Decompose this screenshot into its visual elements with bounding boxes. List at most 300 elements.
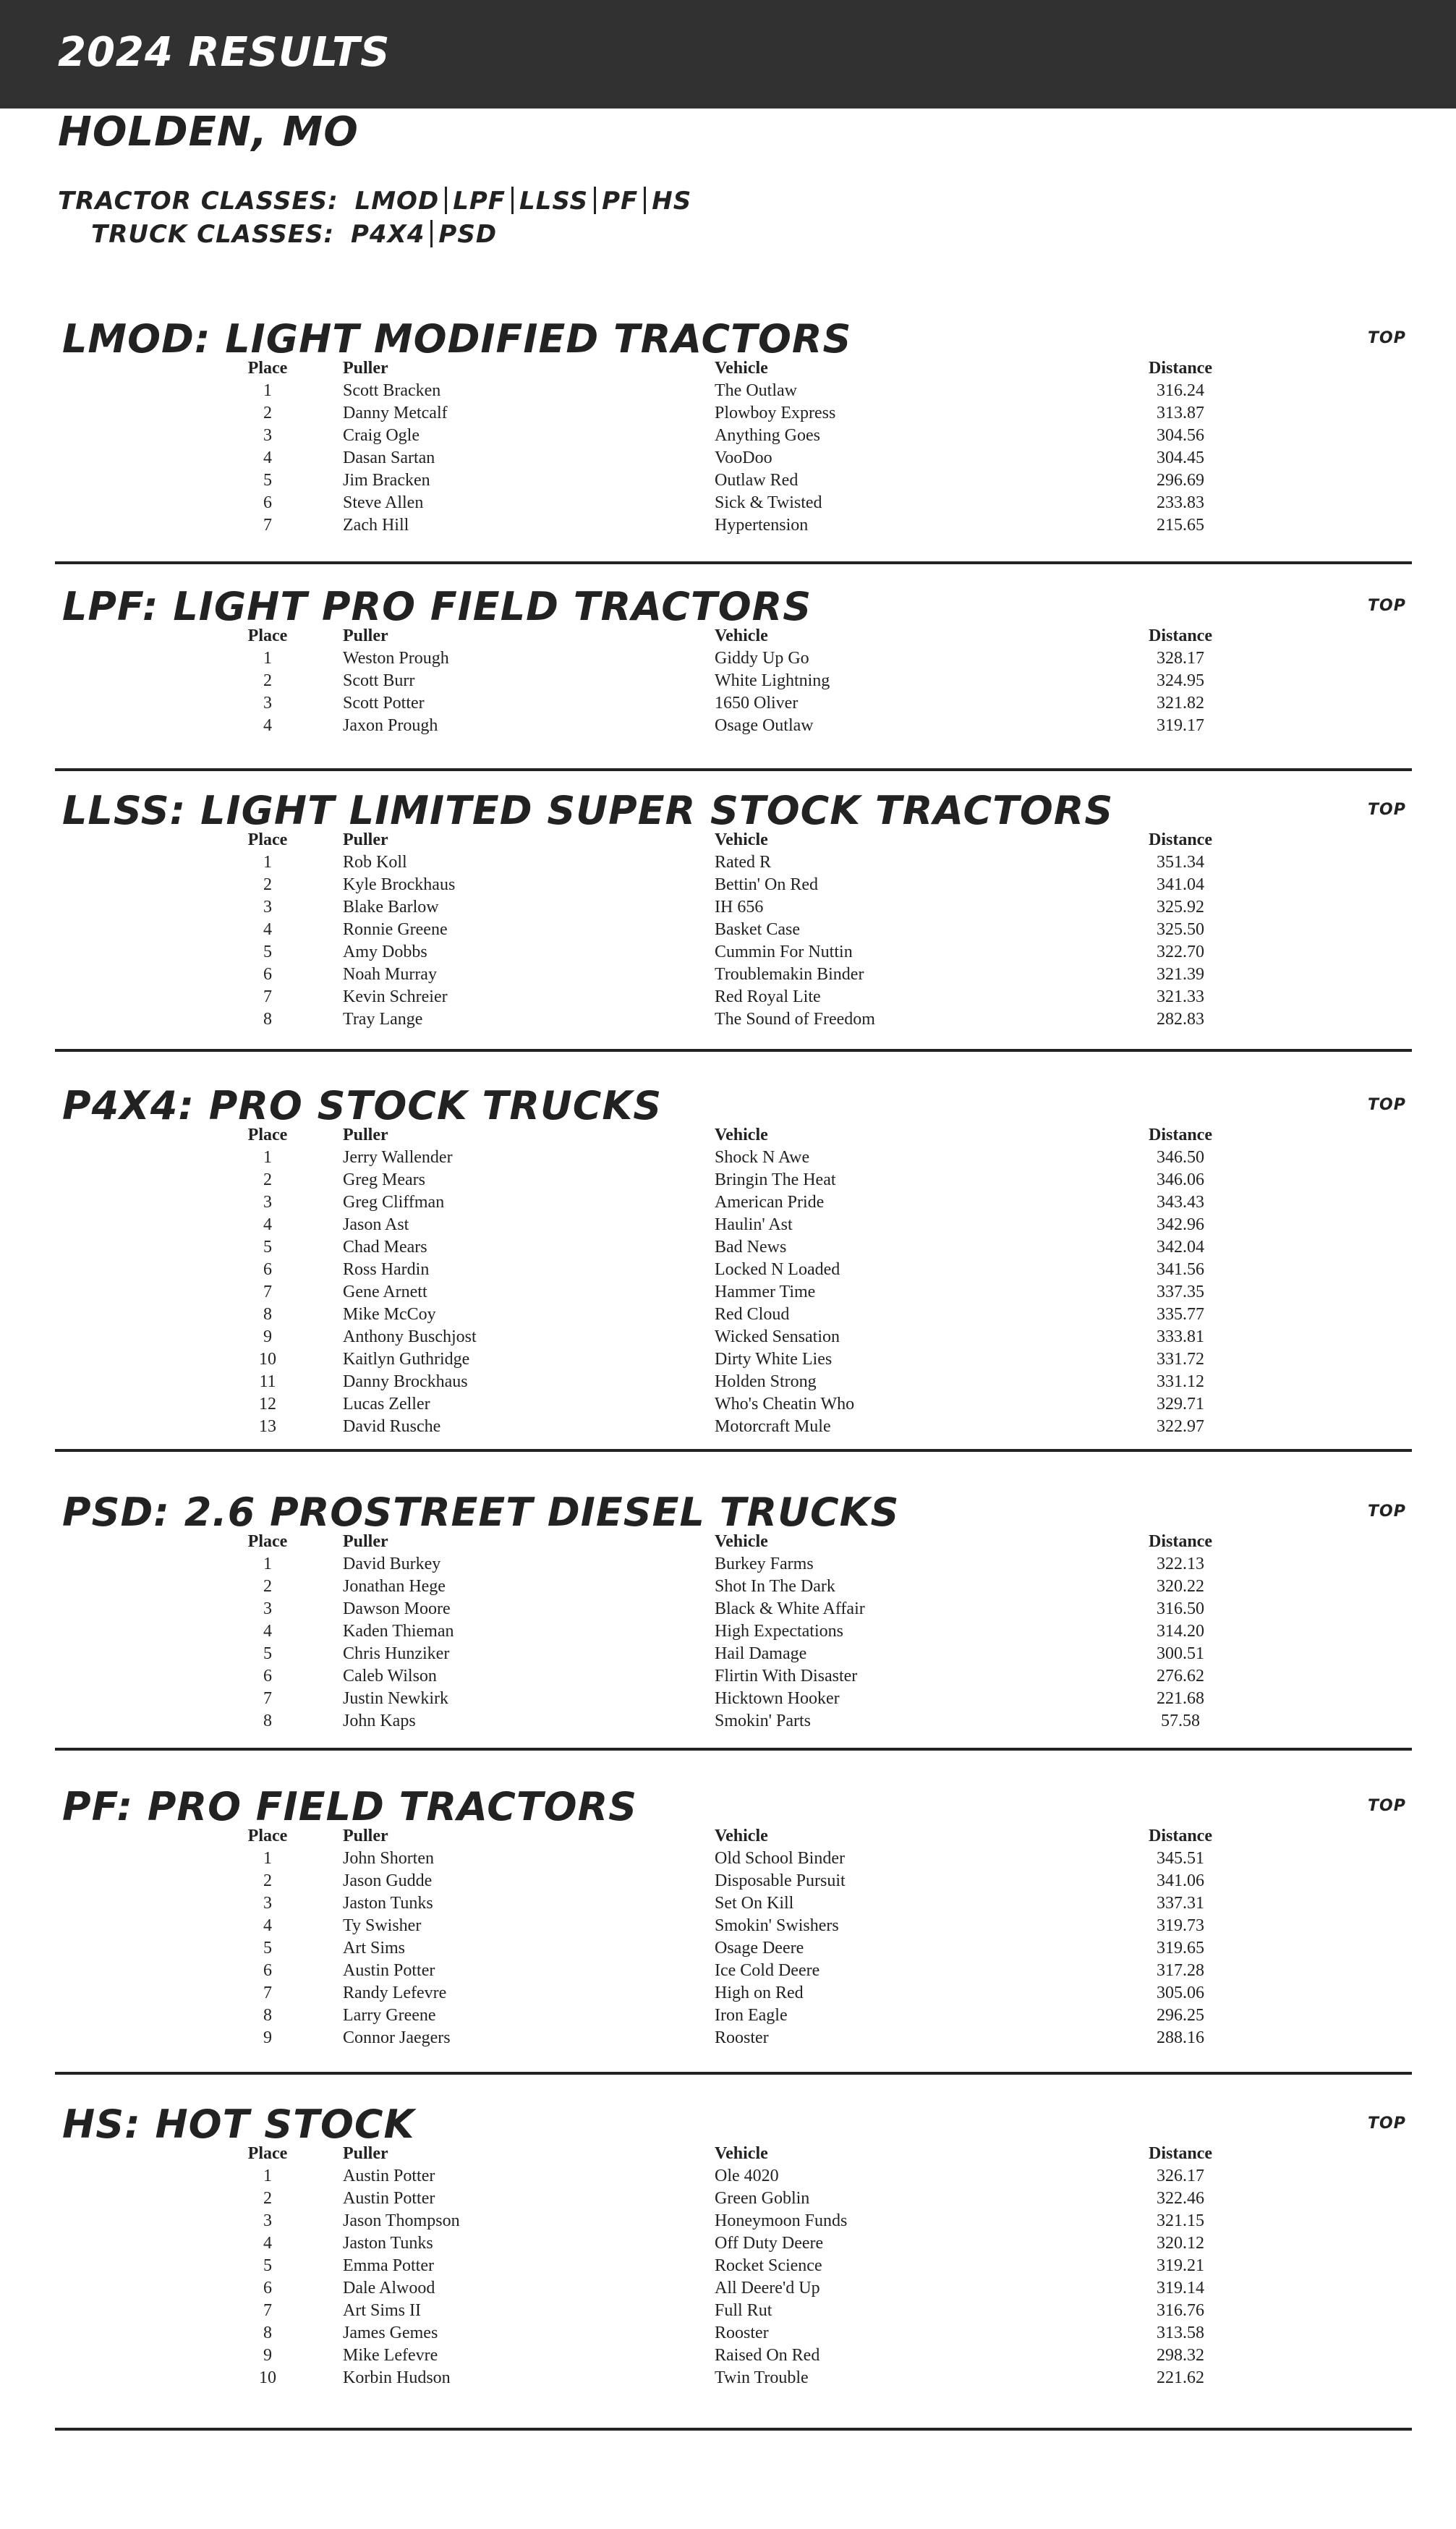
place-cell: 2 <box>263 1170 272 1189</box>
truck-classes-line <box>91 218 497 250</box>
table-row <box>0 2345 1456 2367</box>
table-row <box>0 1576 1456 1598</box>
vehicle-cell: Rated R <box>715 853 771 872</box>
column-header-puller: Puller <box>343 2144 388 2163</box>
distance-cell: 351.34 <box>1157 853 1204 872</box>
distance-cell: 322.13 <box>1157 1555 1204 1573</box>
section-divider <box>55 2072 1412 2075</box>
table-row <box>0 1008 1456 1031</box>
puller-cell: Kyle Brockhaus <box>343 875 456 894</box>
distance-cell: 346.06 <box>1157 1170 1204 1189</box>
table-row <box>0 1915 1456 1937</box>
column-header-puller: Puller <box>343 1827 388 1845</box>
vehicle-cell: Ole 4020 <box>715 2167 779 2185</box>
puller-cell: Kaitlyn Guthridge <box>343 1350 470 1369</box>
section-title: LPF: LIGHT PRO FIELD TRACTORS <box>62 584 812 629</box>
column-header-distance: Distance <box>1149 1827 1212 1845</box>
place-cell: 6 <box>263 1961 272 1980</box>
distance-cell: 342.04 <box>1157 1238 1204 1257</box>
puller-cell: Jason Ast <box>343 1215 409 1234</box>
puller-cell: Jerry Wallender <box>343 1148 453 1167</box>
vehicle-cell: Iron Eagle <box>715 2006 788 2025</box>
column-header-distance: Distance <box>1149 359 1212 378</box>
distance-cell: 304.56 <box>1157 426 1204 445</box>
class-separator <box>644 187 646 214</box>
place-cell: 6 <box>263 1667 272 1686</box>
table-row <box>0 425 1456 447</box>
tractor-class-link[interactable]: LPF <box>453 187 506 216</box>
table-row <box>0 2277 1456 2300</box>
puller-cell: Mike Lefevre <box>343 2346 438 2365</box>
table-header-row <box>0 2143 1456 2165</box>
table-header-row <box>0 625 1456 647</box>
vehicle-cell: Cummin For Nuttin <box>715 943 853 961</box>
table-row <box>0 2232 1456 2255</box>
puller-cell: Scott Burr <box>343 671 415 690</box>
vehicle-cell: Haulin' Ast <box>715 1215 793 1234</box>
tractor-class-link[interactable]: HS <box>652 187 692 216</box>
distance-cell: 341.56 <box>1157 1260 1204 1279</box>
table-row <box>0 692 1456 715</box>
distance-cell: 319.65 <box>1157 1939 1204 1958</box>
place-cell: 2 <box>263 1577 272 1596</box>
place-cell: 3 <box>263 2211 272 2230</box>
table-row <box>0 1665 1456 1688</box>
vehicle-cell: Osage Deere <box>715 1939 804 1958</box>
puller-cell: Kevin Schreier <box>343 987 448 1006</box>
table-row <box>0 2255 1456 2277</box>
distance-cell: 316.24 <box>1157 381 1204 400</box>
table-row <box>0 492 1456 514</box>
distance-cell: 328.17 <box>1157 649 1204 668</box>
back-to-top-link[interactable]: TOP <box>1368 597 1406 615</box>
distance-cell: 321.39 <box>1157 965 1204 984</box>
column-header-vehicle: Vehicle <box>715 1126 768 1144</box>
puller-cell: Art Sims <box>343 1939 406 1958</box>
section-divider <box>55 768 1412 771</box>
truck-classes-list <box>351 220 497 249</box>
puller-cell: Jonathan Hege <box>343 1577 446 1596</box>
truck-class-link[interactable]: PSD <box>438 220 498 249</box>
place-cell: 2 <box>263 404 272 422</box>
section-title: PF: PRO FIELD TRACTORS <box>62 1784 638 1829</box>
table-row <box>0 1259 1456 1281</box>
distance-cell: 215.65 <box>1157 516 1204 535</box>
distance-cell: 319.73 <box>1157 1916 1204 1935</box>
vehicle-cell: Ice Cold Deere <box>715 1961 820 1980</box>
distance-cell: 296.25 <box>1157 2006 1204 2025</box>
truck-classes-label: TRUCK CLASSES: <box>91 220 335 249</box>
puller-cell: Randy Lefevre <box>343 1984 447 2002</box>
column-header-puller: Puller <box>343 359 388 378</box>
section-title: LLSS: LIGHT LIMITED SUPER STOCK TRACTORS <box>62 788 1114 833</box>
distance-cell: 329.71 <box>1157 1395 1204 1414</box>
vehicle-cell: Disposable Pursuit <box>715 1871 846 1890</box>
column-header-place: Place <box>247 626 288 645</box>
vehicle-cell: Flirtin With Disaster <box>715 1667 858 1686</box>
puller-cell: Dawson Moore <box>343 1599 451 1618</box>
table-row <box>0 1214 1456 1236</box>
vehicle-cell: Outlaw Red <box>715 471 799 490</box>
table-row <box>0 1688 1456 1710</box>
vehicle-cell: Full Rut <box>715 2301 772 2320</box>
page-title: 2024 RESULTS <box>58 29 391 76</box>
table-row <box>0 1326 1456 1348</box>
table-row <box>0 2188 1456 2210</box>
place-cell: 10 <box>259 2368 276 2387</box>
vehicle-cell: Hammer Time <box>715 1283 816 1301</box>
section-title: PSD: 2.6 PROSTREET DIESEL TRUCKS <box>62 1489 900 1535</box>
vehicle-cell: American Pride <box>715 1193 825 1212</box>
place-cell: 2 <box>263 1871 272 1890</box>
puller-cell: Caleb Wilson <box>343 1667 437 1686</box>
table-row <box>0 919 1456 941</box>
back-to-top-link[interactable]: TOP <box>1368 2114 1406 2133</box>
distance-cell: 333.81 <box>1157 1327 1204 1346</box>
puller-cell: Rob Koll <box>343 853 407 872</box>
section-title: HS: HOT STOCK <box>62 2101 415 2147</box>
place-cell: 5 <box>263 943 272 961</box>
place-cell: 1 <box>263 649 272 668</box>
table-row <box>0 2027 1456 2049</box>
place-cell: 13 <box>259 1417 276 1436</box>
table-row <box>0 1643 1456 1665</box>
vehicle-cell: Red Cloud <box>715 1305 790 1324</box>
place-cell: 1 <box>263 1849 272 1868</box>
column-header-puller: Puller <box>343 626 388 645</box>
place-cell: 5 <box>263 1238 272 1257</box>
place-cell: 3 <box>263 1193 272 1212</box>
distance-cell: 343.43 <box>1157 1193 1204 1212</box>
vehicle-cell: 1650 Oliver <box>715 694 799 713</box>
table-row <box>0 1960 1456 1982</box>
vehicle-cell: Shot In The Dark <box>715 1577 835 1596</box>
table-row <box>0 964 1456 986</box>
distance-cell: 282.83 <box>1157 1010 1204 1029</box>
table-row <box>0 1281 1456 1304</box>
puller-cell: Chad Mears <box>343 1238 427 1257</box>
vehicle-cell: Hicktown Hooker <box>715 1689 840 1708</box>
vehicle-cell: Locked N Loaded <box>715 1260 840 1279</box>
place-cell: 5 <box>263 1939 272 1958</box>
vehicle-cell: High Expectations <box>715 1622 843 1641</box>
column-header-vehicle: Vehicle <box>715 1532 768 1551</box>
place-cell: 8 <box>263 1305 272 1324</box>
vehicle-cell: White Lightning <box>715 671 830 690</box>
table-row <box>0 1620 1456 1643</box>
vehicle-cell: All Deere'd Up <box>715 2279 820 2298</box>
puller-cell: Larry Greene <box>343 2006 436 2025</box>
column-header-puller: Puller <box>343 830 388 849</box>
puller-cell: Amy Dobbs <box>343 943 427 961</box>
event-location: HOLDEN, MO <box>58 109 359 156</box>
distance-cell: 345.51 <box>1157 1849 1204 1868</box>
vehicle-cell: Smokin' Swishers <box>715 1916 839 1935</box>
vehicle-cell: Burkey Farms <box>715 1555 814 1573</box>
vehicle-cell: Troublemakin Binder <box>715 965 864 984</box>
place-cell: 4 <box>263 1916 272 1935</box>
distance-cell: 221.62 <box>1157 2368 1204 2387</box>
column-header-place: Place <box>247 1532 288 1551</box>
distance-cell: 313.87 <box>1157 404 1204 422</box>
results-table <box>0 625 1456 737</box>
table-header-row <box>0 1825 1456 1848</box>
puller-cell: Zach Hill <box>343 516 409 535</box>
puller-cell: Ty Swisher <box>343 1916 422 1935</box>
puller-cell: Weston Prough <box>343 649 449 668</box>
distance-cell: 320.22 <box>1157 1577 1204 1596</box>
back-to-top-link[interactable]: TOP <box>1368 329 1406 347</box>
table-row <box>0 2367 1456 2389</box>
vehicle-cell: Green Goblin <box>715 2189 810 2208</box>
vehicle-cell: The Sound of Freedom <box>715 1010 875 1029</box>
place-cell: 5 <box>263 471 272 490</box>
distance-cell: 316.50 <box>1157 1599 1204 1618</box>
column-header-distance: Distance <box>1149 2144 1212 2163</box>
table-row <box>0 2300 1456 2322</box>
column-header-distance: Distance <box>1149 1126 1212 1144</box>
place-cell: 2 <box>263 2189 272 2208</box>
vehicle-cell: Giddy Up Go <box>715 649 809 668</box>
distance-cell: 335.77 <box>1157 1305 1204 1324</box>
puller-cell: Scott Bracken <box>343 381 441 400</box>
distance-cell: 341.06 <box>1157 1871 1204 1890</box>
place-cell: 4 <box>263 2234 272 2253</box>
place-cell: 3 <box>263 694 272 713</box>
puller-cell: Austin Potter <box>343 2189 435 2208</box>
table-row <box>0 1892 1456 1915</box>
distance-cell: 57.58 <box>1161 1712 1200 1730</box>
puller-cell: Danny Brockhaus <box>343 1372 468 1391</box>
distance-cell: 313.58 <box>1157 2324 1204 2342</box>
puller-cell: Noah Murray <box>343 965 437 984</box>
distance-cell: 331.12 <box>1157 1372 1204 1391</box>
puller-cell: Mike McCoy <box>343 1305 436 1324</box>
place-cell: 7 <box>263 516 272 535</box>
tractor-classes-label: TRACTOR CLASSES: <box>58 187 339 216</box>
distance-cell: 324.95 <box>1157 671 1204 690</box>
vehicle-cell: Dirty White Lies <box>715 1350 833 1369</box>
vehicle-cell: Plowboy Express <box>715 404 836 422</box>
puller-cell: Ronnie Greene <box>343 920 448 939</box>
vehicle-cell: Bad News <box>715 1238 787 1257</box>
distance-cell: 319.17 <box>1157 716 1204 735</box>
distance-cell: 298.32 <box>1157 2346 1204 2365</box>
place-cell: 5 <box>263 1644 272 1663</box>
class-separator <box>445 187 447 214</box>
tractor-class-link[interactable]: PF <box>602 187 639 216</box>
place-cell: 7 <box>263 1689 272 1708</box>
distance-cell: 341.04 <box>1157 875 1204 894</box>
vehicle-cell: Motorcraft Mule <box>715 1417 831 1436</box>
table-row <box>0 1236 1456 1259</box>
puller-cell: Scott Potter <box>343 694 425 713</box>
distance-cell: 305.06 <box>1157 1984 1204 2002</box>
table-row <box>0 2210 1456 2232</box>
section-divider <box>55 561 1412 564</box>
column-header-vehicle: Vehicle <box>715 2144 768 2163</box>
place-cell: 1 <box>263 1148 272 1167</box>
results-table <box>0 1124 1456 1438</box>
distance-cell: 276.62 <box>1157 1667 1204 1686</box>
table-row <box>0 986 1456 1008</box>
column-header-place: Place <box>247 1126 288 1144</box>
puller-cell: Greg Mears <box>343 1170 425 1189</box>
vehicle-cell: Anything Goes <box>715 426 820 445</box>
table-row <box>0 851 1456 874</box>
distance-cell: 319.14 <box>1157 2279 1204 2298</box>
place-cell: 3 <box>263 1894 272 1913</box>
column-header-place: Place <box>247 359 288 378</box>
distance-cell: 325.92 <box>1157 898 1204 917</box>
table-row <box>0 2005 1456 2027</box>
distance-cell: 321.33 <box>1157 987 1204 1006</box>
back-to-top-link[interactable]: TOP <box>1368 1502 1406 1521</box>
table-row <box>0 1393 1456 1416</box>
vehicle-cell: Old School Binder <box>715 1849 845 1868</box>
vehicle-cell: Twin Trouble <box>715 2368 809 2387</box>
place-cell: 6 <box>263 1260 272 1279</box>
column-header-distance: Distance <box>1149 830 1212 849</box>
puller-cell: Connor Jaegers <box>343 2028 451 2047</box>
vehicle-cell: High on Red <box>715 1984 804 2002</box>
column-header-puller: Puller <box>343 1126 388 1144</box>
column-header-vehicle: Vehicle <box>715 359 768 378</box>
column-header-puller: Puller <box>343 1532 388 1551</box>
puller-cell: Craig Ogle <box>343 426 420 445</box>
table-row <box>0 1870 1456 1892</box>
vehicle-cell: Rooster <box>715 2324 769 2342</box>
column-header-vehicle: Vehicle <box>715 626 768 645</box>
table-row <box>0 447 1456 469</box>
table-row <box>0 1416 1456 1438</box>
puller-cell: Dale Alwood <box>343 2279 435 2298</box>
table-row <box>0 874 1456 896</box>
place-cell: 8 <box>263 2006 272 2025</box>
column-header-place: Place <box>247 830 288 849</box>
place-cell: 6 <box>263 2279 272 2298</box>
table-row <box>0 1710 1456 1733</box>
puller-cell: Jaxon Prough <box>343 716 438 735</box>
place-cell: 2 <box>263 875 272 894</box>
table-row <box>0 1598 1456 1620</box>
vehicle-cell: Black & White Affair <box>715 1599 865 1618</box>
table-row <box>0 1169 1456 1191</box>
vehicle-cell: Rooster <box>715 2028 769 2047</box>
vehicle-cell: Osage Outlaw <box>715 716 814 735</box>
puller-cell: David Burkey <box>343 1555 441 1573</box>
tractor-classes-line <box>58 185 691 217</box>
table-row <box>0 1553 1456 1576</box>
puller-cell: Korbin Hudson <box>343 2368 451 2387</box>
header-bar <box>0 0 1456 109</box>
vehicle-cell: Sick & Twisted <box>715 493 822 512</box>
puller-cell: Austin Potter <box>343 1961 435 1980</box>
puller-cell: John Shorten <box>343 1849 434 1868</box>
table-header-row <box>0 829 1456 851</box>
puller-cell: Danny Metcalf <box>343 404 448 422</box>
distance-cell: 322.97 <box>1157 1417 1204 1436</box>
puller-cell: John Kaps <box>343 1712 416 1730</box>
puller-cell: Blake Barlow <box>343 898 439 917</box>
table-row <box>0 380 1456 402</box>
distance-cell: 322.70 <box>1157 943 1204 961</box>
puller-cell: Ross Hardin <box>343 1260 430 1279</box>
table-row <box>0 647 1456 670</box>
place-cell: 4 <box>263 449 272 467</box>
truck-class-link[interactable]: P4X4 <box>350 220 425 249</box>
distance-cell: 321.15 <box>1157 2211 1204 2230</box>
table-row <box>0 1348 1456 1371</box>
puller-cell: Greg Cliffman <box>343 1193 445 1212</box>
tractor-class-link[interactable]: LMOD <box>354 187 440 216</box>
vehicle-cell: Rocket Science <box>715 2256 822 2275</box>
back-to-top-link[interactable]: TOP <box>1368 1797 1406 1815</box>
vehicle-cell: Holden Strong <box>715 1372 817 1391</box>
place-cell: 1 <box>263 853 272 872</box>
distance-cell: 221.68 <box>1157 1689 1204 1708</box>
table-header-row <box>0 1531 1456 1553</box>
place-cell: 7 <box>263 1984 272 2002</box>
table-row <box>0 1371 1456 1393</box>
puller-cell: Jason Thompson <box>343 2211 460 2230</box>
place-cell: 8 <box>263 2324 272 2342</box>
puller-cell: David Rusche <box>343 1417 441 1436</box>
distance-cell: 316.76 <box>1157 2301 1204 2320</box>
back-to-top-link[interactable]: TOP <box>1368 1096 1406 1114</box>
column-header-distance: Distance <box>1149 1532 1212 1551</box>
vehicle-cell: IH 656 <box>715 898 764 917</box>
results-table <box>0 1825 1456 2049</box>
vehicle-cell: Hypertension <box>715 516 809 535</box>
class-separator <box>511 187 514 214</box>
place-cell: 1 <box>263 2167 272 2185</box>
vehicle-cell: Bringin The Heat <box>715 1170 836 1189</box>
column-header-vehicle: Vehicle <box>715 830 768 849</box>
results-table <box>0 357 1456 537</box>
place-cell: 6 <box>263 493 272 512</box>
table-row <box>0 2165 1456 2188</box>
puller-cell: Tray Lange <box>343 1010 423 1029</box>
puller-cell: James Gemes <box>343 2324 438 2342</box>
distance-cell: 321.82 <box>1157 694 1204 713</box>
place-cell: 4 <box>263 1215 272 1234</box>
place-cell: 7 <box>263 1283 272 1301</box>
distance-cell: 317.28 <box>1157 1961 1204 1980</box>
column-header-place: Place <box>247 1827 288 1845</box>
place-cell: 1 <box>263 381 272 400</box>
place-cell: 12 <box>259 1395 276 1414</box>
vehicle-cell: Hail Damage <box>715 1644 807 1663</box>
back-to-top-link[interactable]: TOP <box>1368 801 1406 819</box>
table-row <box>0 1982 1456 2005</box>
place-cell: 5 <box>263 2256 272 2275</box>
vehicle-cell: Smokin' Parts <box>715 1712 812 1730</box>
vehicle-cell: Who's Cheatin Who <box>715 1395 855 1414</box>
table-header-row <box>0 357 1456 380</box>
distance-cell: 288.16 <box>1157 2028 1204 2047</box>
tractor-class-link[interactable]: LLSS <box>519 187 589 216</box>
vehicle-cell: VooDoo <box>715 449 772 467</box>
vehicle-cell: Set On Kill <box>715 1894 794 1913</box>
place-cell: 8 <box>263 1712 272 1730</box>
column-header-place: Place <box>247 2144 288 2163</box>
puller-cell: Jason Gudde <box>343 1871 433 1890</box>
puller-cell: Steve Allen <box>343 493 424 512</box>
distance-cell: 319.21 <box>1157 2256 1204 2275</box>
place-cell: 4 <box>263 920 272 939</box>
vehicle-cell: The Outlaw <box>715 381 797 400</box>
